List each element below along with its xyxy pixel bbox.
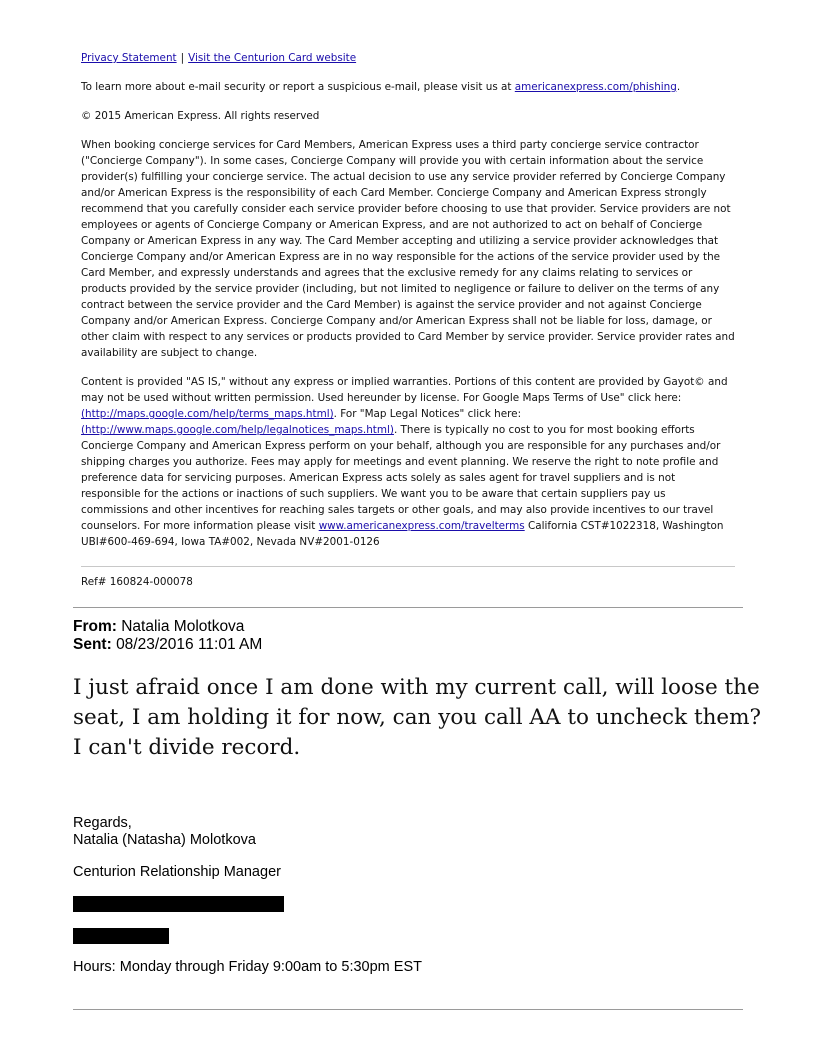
email-divider-top: [73, 607, 743, 608]
from-line: [73, 618, 262, 636]
content-text-3: . There is typically no cost to you for most booking efforts Concierge Company and American Express perform on your behalf, although you are responsible for any purchases and/or shipping charges you authorize. Fees may apply for meetings and event planning. We reserve the right to note profile and preference data for servicing purposes. American Express acts solely as sales agent for travel suppliers and is not responsible for the actions or inactions of such suppliers. We want you to be aware that certain suppliers pay us commissions and other incentives for reaching sales targets or other goals, and may also provide incentives to our travel counselors. For more information please visit: [81, 424, 721, 532]
phishing-link[interactable]: americanexpress.com/phishing: [514, 81, 677, 93]
email-divider-bottom: [73, 1009, 743, 1010]
phishing-text: To learn more about e-mail security or report a suspicious e-mail, please visit us at: [81, 81, 512, 93]
centurion-website-link[interactable]: Visit the Centurion Card website: [188, 52, 357, 64]
privacy-statement-link[interactable]: Privacy Statement: [81, 52, 177, 64]
content-text-2: . For "Map Legal Notices" click here:: [333, 408, 522, 420]
phishing-end: .: [676, 81, 681, 93]
footer-divider: [81, 566, 735, 567]
signature-title: Centurion Relationship Manager: [73, 864, 281, 880]
sent-label: Sent:: [73, 636, 112, 653]
redacted-block: [73, 896, 284, 912]
footer-links: [81, 50, 735, 66]
regards: Regards,: [73, 815, 132, 831]
copyright: © 2015 American Express. All rights reserved: [81, 110, 320, 122]
signature-name: Natalia (Natasha) Molotkova: [73, 832, 256, 848]
email-body: I just afraid once I am done with my current call, will loose the seat, I am holding it for now, can you call AA to uncheck them? I can't divide record.: [73, 675, 762, 760]
link-separator: |: [180, 52, 185, 64]
signature: [73, 815, 281, 881]
from-value: Natalia Molotkova: [121, 618, 245, 635]
email-header: [73, 618, 262, 654]
maps-legal-link[interactable]: (http://www.maps.google.com/help/legalnotices_maps.html): [81, 424, 394, 436]
from-label: From:: [73, 618, 117, 635]
reference-number: Ref# 160824-000078: [81, 576, 193, 588]
sent-line: [73, 636, 262, 654]
email-footer: [81, 50, 735, 563]
content-text-4: California CST#1022318, Washington UBI#600-469-694, Iowa TA#002, Nevada NV#2001-0126: [81, 520, 724, 548]
redacted-block: [73, 928, 169, 944]
office-hours: Hours: Monday through Friday 9:00am to 5:30pm EST: [73, 959, 422, 975]
maps-terms-link[interactable]: (http://maps.google.com/help/terms_maps.html): [81, 408, 334, 420]
phishing-notice: [81, 79, 735, 95]
travel-terms-link[interactable]: www.americanexpress.com/travelterms: [318, 520, 525, 532]
sent-value: 08/23/2016 11:01 AM: [116, 636, 263, 653]
concierge-disclaimer: When booking concierge services for Card Members, American Express uses a third party concierge service contractor ("Concierge Company"). In some cases, Concierge Company will provide you with certain information about the service provider(s) fulfilling your concierge service. The actual decision to use any service provider referred by Concierge Company and/or American Express is the responsibility of each Card Member. Concierge Company and American Express strongly recommend that you carefully consider each service provider before choosing to use that provider. Service providers are not employees or agents of Concierge Company or American Express, and are not authorized to act on behalf of Concierge Company or American Express in any way. The Card Member accepting and utilizing a service provider acknowledges that Concierge Company and/or American Express are in no way responsible for the actions of the service provider used by the Card Member, and expressly understands and agrees that the exclusive remedy for any claims relating to services or products provided by the service provider (including, but not limited to negligence or failure to deliver on the terms of any contract between the service provider and the Card Member) is against the service provider and not against Concierge Company and/or American Express. Concierge Company and/or American Express shall not be liable for loss, damage, or other claim with respect to any services or products provided to Card Member by service provider. Service provider rates and availability are subject to change.: [81, 139, 735, 359]
content-text-1: Content is provided "AS IS," without any express or implied warranties. Portions of this content are provided by Gayot© and may not be used without written permission. Used hereunder by license. For Google Maps Terms of Use" click here:: [81, 376, 728, 404]
content-disclaimer: [81, 374, 735, 550]
